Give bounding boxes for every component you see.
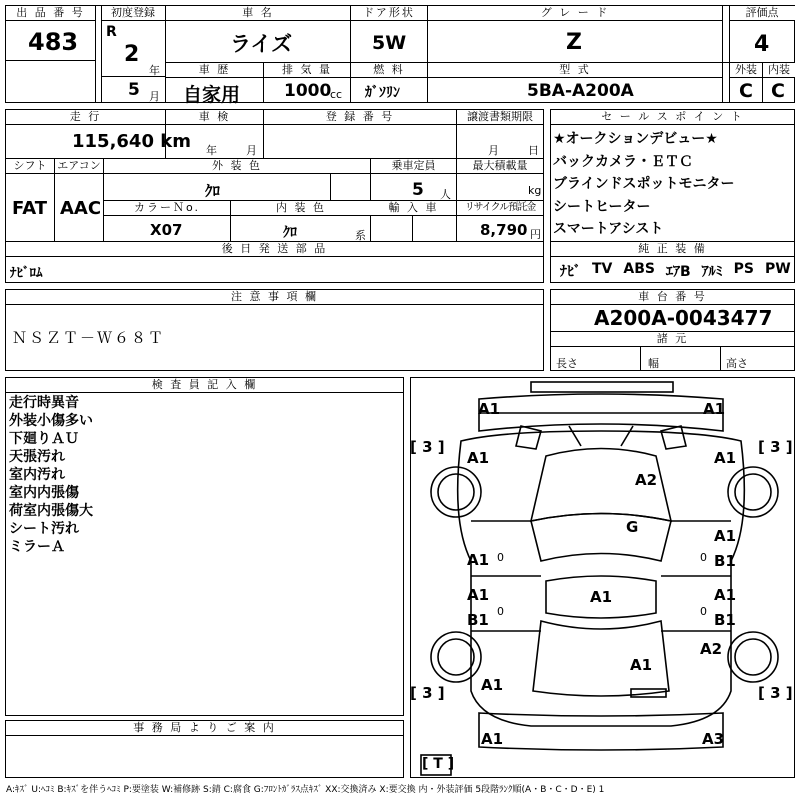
cc-unit: cc bbox=[330, 88, 343, 101]
capacity-unit: 人 bbox=[440, 188, 451, 201]
model: 5BA-A200A bbox=[527, 81, 634, 101]
mark-quarter-left: A1 bbox=[481, 676, 504, 694]
car-name-label: 車 名 bbox=[166, 6, 350, 21]
mark-rear-door-left-b: B1 bbox=[467, 611, 489, 629]
transfer-day: 日 bbox=[528, 144, 539, 157]
transfer-label: 譲渡書類期限 bbox=[457, 110, 543, 125]
score-label: 評価点 bbox=[729, 6, 795, 21]
displacement: 1000 bbox=[284, 81, 332, 101]
sales-point: バックカメラ・ＥＴＣ bbox=[553, 153, 693, 170]
int-color: ｸﾛ bbox=[283, 225, 297, 241]
later-parts: ﾅﾋﾞﾛﾑ bbox=[10, 266, 43, 281]
history: 自家用 bbox=[183, 84, 241, 106]
insp-month-unit: 月 bbox=[246, 144, 257, 157]
fuel-label: 燃 料 bbox=[351, 63, 427, 78]
import-label: 輸 入 車 bbox=[371, 201, 456, 216]
mark-front-bumper-left: A1 bbox=[478, 400, 501, 418]
mark-rear-glass: A1 bbox=[630, 656, 653, 674]
equipment-label: 純 正 装 備 bbox=[551, 242, 794, 257]
inspector-line: 室内汚れ bbox=[9, 467, 65, 483]
mark-front-door-left: A1 bbox=[467, 551, 490, 569]
equipment-list bbox=[560, 261, 791, 281]
equipment-item: ABS bbox=[623, 261, 655, 277]
int-color-label: 内 装 色 bbox=[231, 201, 371, 216]
equipment-item: PW bbox=[765, 261, 791, 277]
spec-width: 幅 bbox=[648, 357, 659, 370]
spec-height: 高さ bbox=[726, 357, 748, 370]
color-no: X07 bbox=[150, 221, 183, 239]
notes-text: ＮＳＺＴ－Ｗ６８Ｔ bbox=[12, 329, 166, 347]
color-no-label: カラーＮo. bbox=[104, 201, 230, 216]
mark-windshield: G bbox=[626, 518, 639, 536]
equipment-item: TV bbox=[592, 261, 613, 277]
inspector-line: 天張汚れ bbox=[9, 449, 65, 465]
inspector-line: 荷室内張傷大 bbox=[9, 503, 93, 519]
mark-rear-door-right-a: A1 bbox=[714, 586, 737, 604]
mark-rear-door-left-a: A1 bbox=[467, 586, 490, 604]
door-label: ドア形状 bbox=[351, 6, 427, 21]
shift: FAT bbox=[12, 198, 48, 219]
mark-front-fender-right: A1 bbox=[714, 449, 737, 467]
specs-label: 諸 元 bbox=[551, 332, 794, 347]
car-diagram-box bbox=[410, 377, 795, 778]
chassis-number: A200A-0043477 bbox=[594, 306, 773, 330]
mark-front-door-right-a: A1 bbox=[714, 527, 737, 545]
inspector-line: 外装小傷多い bbox=[9, 413, 93, 429]
ext-grade: C bbox=[739, 80, 753, 102]
mark-roof: A1 bbox=[590, 588, 613, 606]
capacity: 5 bbox=[412, 180, 424, 200]
mark-rear-door-right-c: 0 bbox=[700, 605, 707, 618]
model-label: 型 式 bbox=[428, 63, 722, 78]
mileage: 115,640 km bbox=[72, 131, 191, 152]
sales-point: ブラインドスポットモニター bbox=[553, 176, 735, 192]
reg-month: 5 bbox=[128, 80, 140, 100]
capacity-label: 乗車定員 bbox=[371, 159, 456, 174]
yen-unit: 円 bbox=[530, 228, 541, 241]
mark-hood: A2 bbox=[635, 471, 658, 489]
fuel: ｶﾞｿﾘﾝ bbox=[365, 85, 400, 101]
mark-tire-fr: [ 3 ] bbox=[758, 438, 793, 456]
spec-length: 長さ bbox=[556, 357, 578, 370]
inspection-label: 車 検 bbox=[166, 110, 263, 125]
int-color-unit: 系 bbox=[355, 229, 366, 242]
equipment-item: ｱﾙﾐ bbox=[701, 264, 723, 280]
recycle: 8,790 bbox=[480, 221, 528, 239]
year-unit: 年 bbox=[149, 64, 160, 77]
reg-no-label: 登 録 番 号 bbox=[264, 110, 456, 125]
mark-rear-bumper-right: A3 bbox=[702, 730, 725, 748]
sales-points bbox=[553, 128, 734, 241]
recycle-label: リサイクル預託金 bbox=[457, 201, 543, 216]
equipment-item: ｴｱB bbox=[665, 264, 691, 280]
car-name: ライズ bbox=[230, 32, 293, 56]
lot-no-label: 出 品 番 号 bbox=[6, 6, 95, 21]
mark-front-fender-left: A1 bbox=[467, 449, 490, 467]
mark-spare: [ T ] bbox=[422, 756, 455, 772]
int-label: 内装 bbox=[763, 63, 795, 78]
inspector-lines bbox=[9, 394, 93, 556]
lot-no: 483 bbox=[28, 28, 79, 56]
mark-front-door-right-b: B1 bbox=[714, 552, 736, 570]
inspector-label: 検 査 員 記 入 欄 bbox=[6, 378, 403, 393]
inspector-line: 下廻りＡＵ bbox=[9, 431, 79, 447]
displacement-label: 排 気 量 bbox=[264, 63, 350, 78]
mark-tire-rr: [ 3 ] bbox=[758, 684, 793, 702]
first-reg-label: 初度登録 bbox=[101, 6, 165, 21]
history-label: 車 歴 bbox=[166, 63, 263, 78]
ac: AAC bbox=[60, 198, 102, 219]
equipment-item: ﾅﾋﾞ bbox=[560, 264, 581, 280]
mark-rear-fender-right: A2 bbox=[700, 640, 723, 658]
car-diagram bbox=[411, 378, 794, 777]
shift-label: シフト bbox=[6, 159, 54, 174]
max-load-label: 最大積載量 bbox=[457, 159, 543, 174]
grade-label: グ レ ー ド bbox=[428, 6, 722, 21]
transfer-month: 月 bbox=[488, 144, 499, 157]
mark-front-door-right-c: 0 bbox=[700, 551, 707, 564]
ext-color-label: 外 装 色 bbox=[104, 159, 370, 174]
inspector-line: シート汚れ bbox=[9, 521, 79, 537]
grade: Z bbox=[566, 30, 582, 55]
office-label: 事 務 局 よ り ご 案 内 bbox=[6, 721, 403, 736]
sales-point: ★オークションデビュー★ bbox=[553, 131, 718, 147]
chassis-label: 車 台 番 号 bbox=[551, 290, 794, 305]
inspector-line: 室内内張傷 bbox=[9, 485, 79, 501]
sales-point: スマートアシスト bbox=[553, 221, 664, 237]
mileage-label: 走 行 bbox=[6, 110, 165, 125]
legend: A:ｷｽﾞ U:ﾍｺﾐ B:ｷｽﾞを伴うﾍｺﾐ P:要塗装 W:補修跡 S:錆 C:腐食 G:ﾌﾛﾝﾄｶﾞﾗｽ点ｷｽﾞ XX:交換済み X:要交換 内・外装評価 5段階ﾗﾝｸ順(A・B・C・D・E) 1 bbox=[6, 785, 605, 795]
mark-front-door-left-b: 0 bbox=[497, 551, 504, 564]
mark-tire-fl: [ 3 ] bbox=[410, 438, 445, 456]
mark-rear-door-right-b: B1 bbox=[714, 611, 736, 629]
sales-point: シートヒーター bbox=[553, 198, 651, 215]
sales-label: セ ー ル ス ポ イ ン ト bbox=[551, 110, 794, 125]
score: 4 bbox=[754, 32, 770, 57]
mark-front-bumper-right: A1 bbox=[703, 400, 726, 418]
equipment-item: PS bbox=[733, 261, 754, 277]
kg-unit: kg bbox=[528, 184, 542, 197]
inspector-line: ミラーＡ bbox=[9, 539, 65, 555]
int-grade: C bbox=[771, 80, 785, 102]
month-unit: 月 bbox=[149, 90, 160, 103]
mark-rear-door-left-c: 0 bbox=[497, 605, 504, 618]
insp-year-unit: 年 bbox=[206, 144, 217, 157]
later-parts-label: 後 日 発 送 部 品 bbox=[6, 242, 543, 257]
door: 5W bbox=[372, 32, 407, 54]
ac-label: エアコン bbox=[55, 159, 103, 174]
inspector-line: 走行時異音 bbox=[9, 395, 79, 411]
reg-year: 2 bbox=[124, 42, 140, 67]
notes-label: 注 意 事 項 欄 bbox=[6, 290, 543, 305]
era: R bbox=[106, 24, 117, 40]
ext-label: 外装 bbox=[730, 63, 762, 78]
ext-color: ｸﾛ bbox=[205, 182, 221, 200]
mark-rear-bumper-left: A1 bbox=[481, 730, 504, 748]
mark-tire-rl: [ 3 ] bbox=[410, 684, 445, 702]
